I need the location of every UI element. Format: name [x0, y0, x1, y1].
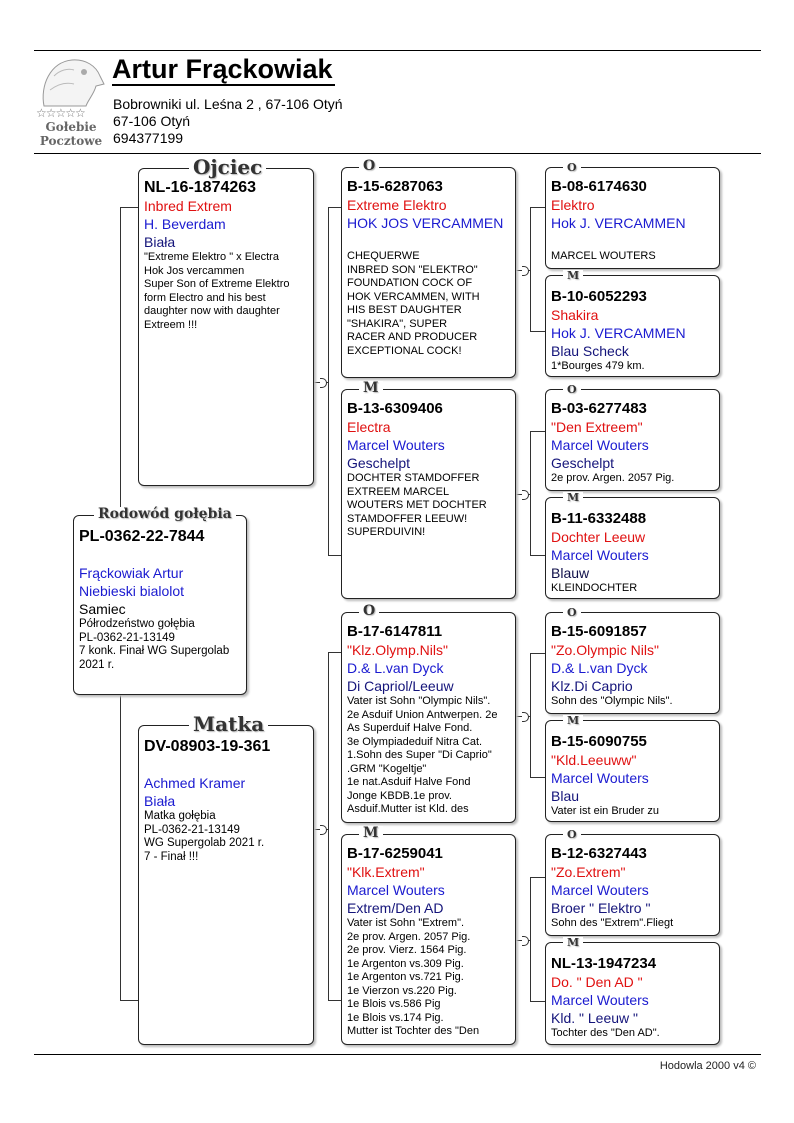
pigeon-name: "Den Extreem"	[551, 419, 643, 435]
connector-knob	[320, 378, 327, 388]
ring-number: B-08-6174630	[551, 178, 647, 195]
pigeon-name: "Klz.Olymp.Nils"	[347, 642, 448, 658]
color: Kld. " Leeuw "	[551, 1010, 638, 1026]
breeder: Hok J. VERCAMMEN	[551, 325, 686, 341]
notes: Sohn des "Olympic Nils".	[551, 695, 673, 707]
ring-number: B-12-6327443	[551, 845, 647, 862]
connector-knob	[522, 490, 529, 500]
breeder: Marcel Wouters	[551, 882, 649, 898]
stars-icon: ☆☆☆☆☆	[36, 106, 85, 120]
great-grandparent-legend: M	[563, 715, 583, 726]
notes: DOCHTER STAMDOFFER EXTREEM MARCEL WOUTERS MET DOCHTER STAMDOFFER LEEUW! SUPERDUIVIN!	[347, 472, 487, 538]
grandparent-legend: M	[359, 826, 383, 840]
connector-line	[328, 1000, 341, 1001]
color: Blau Scheck	[551, 343, 629, 359]
pigeon-name	[144, 756, 308, 774]
breeder: Marcel Wouters	[551, 437, 649, 453]
breeder: Achmed Kramer	[144, 775, 246, 791]
pigeon-name: "Zo.Olympic Nils"	[551, 642, 659, 658]
great-grandparent-box[interactable]	[545, 497, 720, 599]
connector-knob	[522, 266, 529, 276]
color: Geschelpt	[551, 455, 615, 471]
pigeon-name: Extreme Elektro	[347, 197, 447, 213]
notes: Vater ist Sohn "Extrem". 2e prov. Argen. 2057 Pig. 2e prov. Vierz. 1564 Pig. 1e Argenton vs.309 Pig. 1e Argenton vs.721 Pig. 1e Vierzon vs.220 Pig. 1e Blois vs.586 Pig 1e Blois vs.174 Pig. Mutter ist Tochter des "Den	[347, 917, 480, 1037]
subject-box[interactable]	[73, 515, 247, 695]
connector-line	[530, 1001, 546, 1002]
ring-number: PL-0362-22-7844	[79, 528, 205, 545]
connector-line	[120, 207, 140, 208]
address-line2: 67-106 Otyń	[113, 113, 191, 129]
mother-box[interactable]	[138, 725, 314, 1045]
ring-number: B-10-6052293	[551, 288, 647, 305]
grandparent-box[interactable]	[341, 612, 516, 823]
ring-number: B-15-6090755	[551, 733, 647, 750]
color: Di Capriol/Leeuw	[347, 678, 454, 694]
great-grandparent-box[interactable]	[545, 834, 720, 936]
connector-line	[328, 207, 341, 208]
great-grandparent-box[interactable]	[545, 389, 720, 491]
father-legend: Ojciec	[189, 157, 266, 177]
color: Blau	[551, 788, 580, 804]
color: Blauw	[551, 565, 590, 581]
great-grandparent-legend: M	[563, 937, 583, 948]
address-line1: Bobrowniki ul. Leśna 2 , 67-106 Otyń	[113, 96, 343, 112]
grandparent-legend: O	[359, 604, 379, 618]
connector-knob	[320, 825, 327, 835]
color: Geschelpt	[347, 455, 411, 471]
ring-number: B-17-6259041	[347, 845, 443, 862]
great-grandparent-box[interactable]	[545, 612, 720, 714]
ring-number: B-17-6147811	[347, 623, 443, 640]
connector-line	[530, 207, 531, 332]
connector-line	[530, 207, 546, 208]
pigeon-name: Elektro	[551, 197, 595, 213]
connector-knob	[522, 712, 529, 722]
ring-number: B-03-6277483	[551, 400, 647, 417]
phone: 694377199	[113, 130, 184, 146]
notes: Vater ist ein Bruder zu	[551, 805, 660, 817]
color: Biała	[144, 793, 176, 809]
breeder: Marcel Wouters	[551, 992, 649, 1008]
father-box[interactable]	[138, 168, 314, 486]
pigeon-name: Do. " Den AD "	[551, 974, 643, 990]
sex: Samiec	[79, 601, 126, 617]
great-grandparent-box[interactable]	[545, 167, 720, 269]
color	[347, 232, 510, 250]
great-grandparent-legend: O	[563, 384, 581, 395]
ring-number: NL-13-1947234	[551, 955, 657, 972]
great-grandparent-box[interactable]	[545, 942, 720, 1045]
ring-number: B-13-6309406	[347, 400, 443, 417]
color: Extrem/Den AD	[347, 900, 444, 916]
notes: "Extreme Elektro " x Electra Hok Jos vercammen Super Son of Extreme Elektro form Electro and his best daughter now with daughter Extreem !!!	[144, 251, 290, 331]
pigeon-name: Dochter Leeuw	[551, 529, 646, 545]
breeder: Hok J. VERCAMMEN	[551, 215, 686, 231]
great-grandparent-legend: O	[563, 607, 581, 618]
great-grandparent-legend: M	[563, 492, 583, 503]
breeder: HOK JOS VERCAMMEN	[347, 215, 504, 231]
connector-line	[120, 1000, 140, 1001]
ring-number: B-11-6332488	[551, 510, 647, 527]
great-grandparent-box[interactable]	[545, 275, 720, 377]
breeder: Frąckowiak Artur	[79, 565, 184, 581]
color: Broer " Elektro "	[551, 900, 651, 916]
notes: 1*Bourges 479 km.	[551, 360, 645, 372]
great-grandparent-legend: M	[563, 270, 583, 281]
connector-line	[530, 331, 546, 332]
grandparent-box[interactable]	[341, 167, 516, 378]
color: Klz.Di Caprio	[551, 678, 633, 694]
notes: Półrodzeństwo gołębia PL-0362-21-13149 7 konk. Finał WG Supergolab 2021 r.	[79, 618, 230, 671]
pigeon-name: "Kld.Leeuww"	[551, 752, 637, 768]
grandparent-box[interactable]	[341, 834, 516, 1045]
color: Niebieski bialolot	[79, 583, 185, 599]
grandparent-legend: M	[359, 381, 383, 395]
ring-number: DV-08903-19-361	[144, 738, 271, 755]
footer-rule	[34, 1054, 761, 1055]
header-rule	[34, 153, 761, 154]
top-rule	[34, 50, 761, 51]
ring-number: B-15-6287063	[347, 178, 443, 195]
connector-line	[328, 207, 329, 556]
pigeon-name: "Zo.Extrem"	[551, 864, 626, 880]
notes: Vater ist Sohn "Olympic Nils". 2e Asduif Union Antwerpen. 2e As Superduif Halve Fond. 3e Olympiadeduif Nitra Cat. 1.Sohn des Super "Di Caprio" .GRM "Kogeltje" 1e nat.Asduif Halve Fond Jonge KBDB.1e prov. Asduif.Mutter ist Kld. des	[347, 695, 498, 815]
grandparent-box[interactable]	[341, 389, 516, 599]
breeder: Marcel Wouters	[551, 547, 649, 563]
grandparent-legend: O	[359, 159, 379, 173]
notes: CHEQUERWE INBRED SON "ELEKTRO" FOUNDATION COCK OF HOK VERCAMMEN, WITH HIS BEST DAUGHTER "SHAKIRA", SUPER RACER AND PRODUCER EXCEPTIONAL COCK!	[347, 250, 480, 357]
ring-number: NL-16-1874263	[144, 179, 257, 196]
footer-text: Hodowla 2000 v4 ©	[659, 1060, 756, 1072]
connector-line	[530, 555, 546, 556]
subject-legend: Rodowód gołębia	[94, 507, 236, 521]
notes: Matka gołębia PL-0362-21-13149 WG Supergolab 2021 r. 7 - Finał !!!	[144, 810, 265, 863]
pigeon-head-icon	[34, 56, 108, 108]
notes: MARCEL WOUTERS	[551, 250, 656, 262]
connector-line	[530, 431, 546, 432]
notes: 2e prov. Argen. 2057 Pig.	[551, 472, 675, 484]
connector-line	[328, 652, 341, 653]
connector-line	[530, 877, 546, 878]
breeder: Marcel Wouters	[347, 437, 445, 453]
logo-text-line1: Gołebie	[45, 120, 97, 134]
connector-line	[530, 877, 531, 1002]
connector-line	[530, 777, 546, 778]
connector-line	[530, 653, 546, 654]
connector-line	[530, 653, 531, 778]
pigeon-name: "Klk.Extrem"	[347, 864, 425, 880]
notes: KLEINDOCHTER	[551, 582, 638, 594]
connector-line	[530, 431, 531, 556]
pigeon-name: Shakira	[551, 307, 599, 323]
connector-knob	[522, 936, 529, 946]
breeder: Marcel Wouters	[347, 882, 445, 898]
owner-name: Artur Frąckowiak	[112, 54, 333, 84]
great-grandparent-box[interactable]	[545, 720, 720, 822]
great-grandparent-legend: O	[563, 162, 581, 173]
breeder: H. Beverdam	[144, 216, 226, 232]
color	[551, 232, 714, 250]
connector-line	[328, 555, 341, 556]
breeder: Marcel Wouters	[551, 770, 649, 786]
logo	[34, 56, 108, 148]
mother-legend: Matka	[189, 714, 268, 734]
notes: Tochter des "Den AD".	[551, 1027, 660, 1039]
color: Biała	[144, 234, 176, 250]
notes: Sohn des "Extrem".Fliegt	[551, 917, 674, 929]
pigeon-name: Inbred Extrem	[144, 198, 232, 214]
logo-text-line2: Pocztowe	[39, 134, 103, 148]
breeder: D.& L.van Dyck	[551, 660, 648, 676]
ring-number: B-15-6091857	[551, 623, 647, 640]
connector-line	[328, 652, 329, 1001]
breeder: D.& L.van Dyck	[347, 660, 444, 676]
pigeon-name: Electra	[347, 419, 391, 435]
great-grandparent-legend: O	[563, 829, 581, 840]
